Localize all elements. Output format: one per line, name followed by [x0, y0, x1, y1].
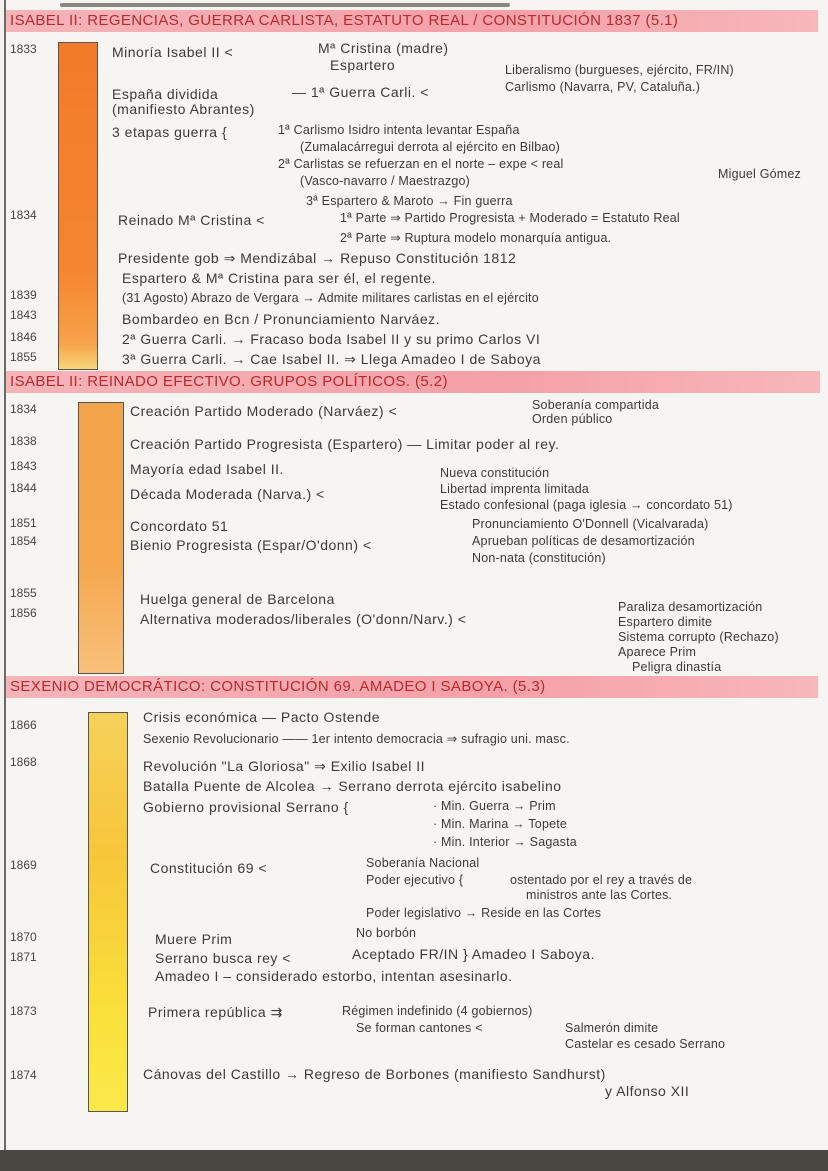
note-line: Non-nata (constitución) [472, 551, 606, 565]
note-line: (31 Agosto) Abrazo de Vergara → Admite militares carlistas en el ejército [122, 291, 539, 305]
note-line: y Alfonso XII [605, 1083, 690, 1099]
note-line: Reinado Mª Cristina < [118, 212, 265, 228]
note-line: Presidente gob ⇒ Mendizábal → Repuso Constitución 1812 [118, 250, 517, 266]
note-line: Nueva constitución [440, 466, 550, 480]
note-line: Amadeo I – considerado estorbo, intentan asesinarlo. [155, 968, 513, 984]
year: 1833 [10, 42, 37, 56]
note-line: 3ª Espartero & Maroto → Fin guerra [306, 194, 513, 208]
note-line: Castelar es cesado Serrano [565, 1037, 726, 1051]
note-line: Revolución "La Gloriosa" ⇒ Exilio Isabel II [143, 758, 426, 774]
note-line: Poder ejecutivo { [366, 873, 464, 887]
note-line: Peligra dinastía [632, 660, 722, 674]
note-line: No borbón [356, 926, 417, 940]
note-line: Régimen indefinido (4 gobiernos) [342, 1004, 533, 1018]
year: 1855 [10, 586, 37, 600]
note-line: Mayoría edad Isabel II. [130, 461, 284, 477]
note-line: Estado confesional (paga iglesia → concordato 51) [440, 498, 733, 512]
year: 1869 [10, 858, 37, 872]
note-line: Soberanía Nacional [366, 856, 480, 870]
note-line: Aparece Prim [618, 645, 697, 659]
year: 1874 [10, 1068, 37, 1082]
note-line: ministros ante las Cortes. [526, 888, 673, 902]
note-line: 1ª Carlismo Isidro intenta levantar España [278, 123, 520, 137]
note-line: 3 etapas guerra { [112, 124, 228, 140]
year: 1855 [10, 350, 37, 364]
note-line: 2ª Guerra Carli. → Fracaso boda Isabel II y su primo Carlos VI [122, 331, 541, 347]
note-line: Huelga general de Barcelona [140, 591, 335, 607]
table-surface [0, 1150, 828, 1171]
note-line: Bienio Progresista (Espar/O'donn) < [130, 537, 372, 553]
note-line: 2ª Carlistas se refuerzan en el norte – expe < real [278, 157, 564, 171]
note-line: Alternativa moderados/liberales (O'donn/Narv.) < [140, 611, 467, 627]
year: 1856 [10, 606, 37, 620]
note-line: Serrano busca rey < [155, 950, 291, 966]
note-line: Se forman cantones < [356, 1021, 483, 1035]
year: 1871 [10, 950, 37, 964]
year: 1843 [10, 459, 37, 473]
year: 1839 [10, 288, 37, 302]
note-line: 3ª Guerra Carli. → Cae Isabel II. ⇒ Llega Amadeo I de Saboya [122, 351, 541, 367]
year: 1870 [10, 930, 37, 944]
note-line: Orden público [532, 412, 613, 426]
note-line: Libertad imprenta limitada [440, 482, 590, 496]
note-line: Liberalismo (burgueses, ejército, FR/IN) [505, 63, 734, 77]
timeline-bar-5-2 [78, 402, 124, 674]
year: 1844 [10, 481, 37, 495]
note-line: Constitución 69 < [150, 860, 268, 876]
note-line: Bombardeo en Bcn / Pronunciamiento Narváez. [122, 311, 440, 327]
note-line: Miguel Gómez [718, 167, 801, 181]
note-line: Década Moderada (Narva.) < [130, 486, 325, 502]
year: 1868 [10, 755, 37, 769]
timeline-bar-5-3 [88, 712, 128, 1112]
note-line: Minoría Isabel II < [112, 44, 234, 60]
note-line: (manifiesto Abrantes) [112, 101, 255, 117]
year: 1846 [10, 330, 37, 344]
year: 1851 [10, 516, 37, 530]
note-line: Muere Prim [155, 931, 233, 947]
note-line: Primera república ⇉ [148, 1004, 283, 1020]
note-line: · Min. Interior → Sagasta [433, 835, 577, 849]
note-line: Concordato 51 [130, 518, 229, 534]
note-line: Cánovas del Castillo → Regreso de Borbones (manifiesto Sandhurst) [143, 1066, 606, 1082]
note-line: Creación Partido Progresista (Espartero) — Limitar poder al rey. [130, 436, 560, 452]
note-line: Aprueban políticas de desamortización [472, 534, 695, 548]
note-line: Pronunciamiento O'Donnell (Vicalvarada) [472, 517, 709, 531]
note-line: Salmerón dimite [565, 1021, 659, 1035]
note-line: 1ª Parte ⇒ Partido Progresista + Moderado = Estatuto Real [340, 211, 680, 225]
year: 1873 [10, 1004, 37, 1018]
year: 1866 [10, 718, 37, 732]
note-line: (Vasco-navarro / Maestrazgo) [300, 174, 471, 188]
note-line: — 1ª Guerra Carli. < [292, 84, 429, 100]
note-line: Carlismo (Navarra, PV, Cataluña.) [505, 80, 701, 94]
note-line: Soberanía compartida [532, 398, 659, 412]
note-line: ostentado por el rey a través de [510, 873, 693, 887]
note-line: Aceptado FR/IN } Amadeo I Saboya. [352, 946, 595, 962]
note-line: Mª Cristina (madre) [318, 40, 449, 56]
timeline-bar-5-1 [58, 42, 98, 370]
section-title-5-2: ISABEL II: REINADO EFECTIVO. GRUPOS POLÍTICOS. (5.2) [6, 371, 820, 393]
note-line: España dividida [112, 86, 219, 102]
note-line: Gobierno provisional Serrano { [143, 799, 349, 815]
note-line: Espartero [330, 57, 396, 73]
year: 1843 [10, 308, 37, 322]
note-line: 2ª Parte ⇒ Ruptura modelo monarquía antigua. [340, 231, 612, 245]
year: 1834 [10, 208, 37, 222]
note-line: Batalla Puente de Alcolea → Serrano derrota ejército isabelino [143, 778, 562, 794]
note-line: Crisis económica — Pacto Ostende [143, 709, 380, 725]
note-line: Paraliza desamortización [618, 600, 763, 614]
section-title-5-1: ISABEL II: REGENCIAS, GUERRA CARLISTA, ESTATUTO REAL / CONSTITUCIÓN 1837 (5.1) [6, 10, 818, 32]
note-line: Sistema corrupto (Rechazo) [618, 630, 779, 644]
page-edge [60, 3, 510, 7]
year: 1834 [10, 402, 37, 416]
note-line: · Min. Guerra → Prim [433, 799, 556, 813]
note-line: Espartero & Mª Cristina para ser él, el regente. [122, 270, 436, 286]
section-title-5-3: SEXENIO DEMOCRÁTICO: CONSTITUCIÓN 69. AMADEO I SABOYA. (5.3) [6, 676, 818, 698]
note-line: · Min. Marina → Topete [433, 817, 568, 831]
year: 1838 [10, 434, 37, 448]
year: 1854 [10, 534, 37, 548]
note-line: (Zumalacárregui derrota al ejército en Bilbao) [300, 140, 561, 154]
note-line: Espartero dimite [618, 615, 713, 629]
note-line: Sexenio Revolucionario —— 1er intento democracia ⇒ sufragio uni. masc. [143, 732, 570, 746]
note-line: Creación Partido Moderado (Narváez) < [130, 403, 398, 419]
note-line: Poder legislativo → Reside en las Cortes [366, 906, 602, 920]
